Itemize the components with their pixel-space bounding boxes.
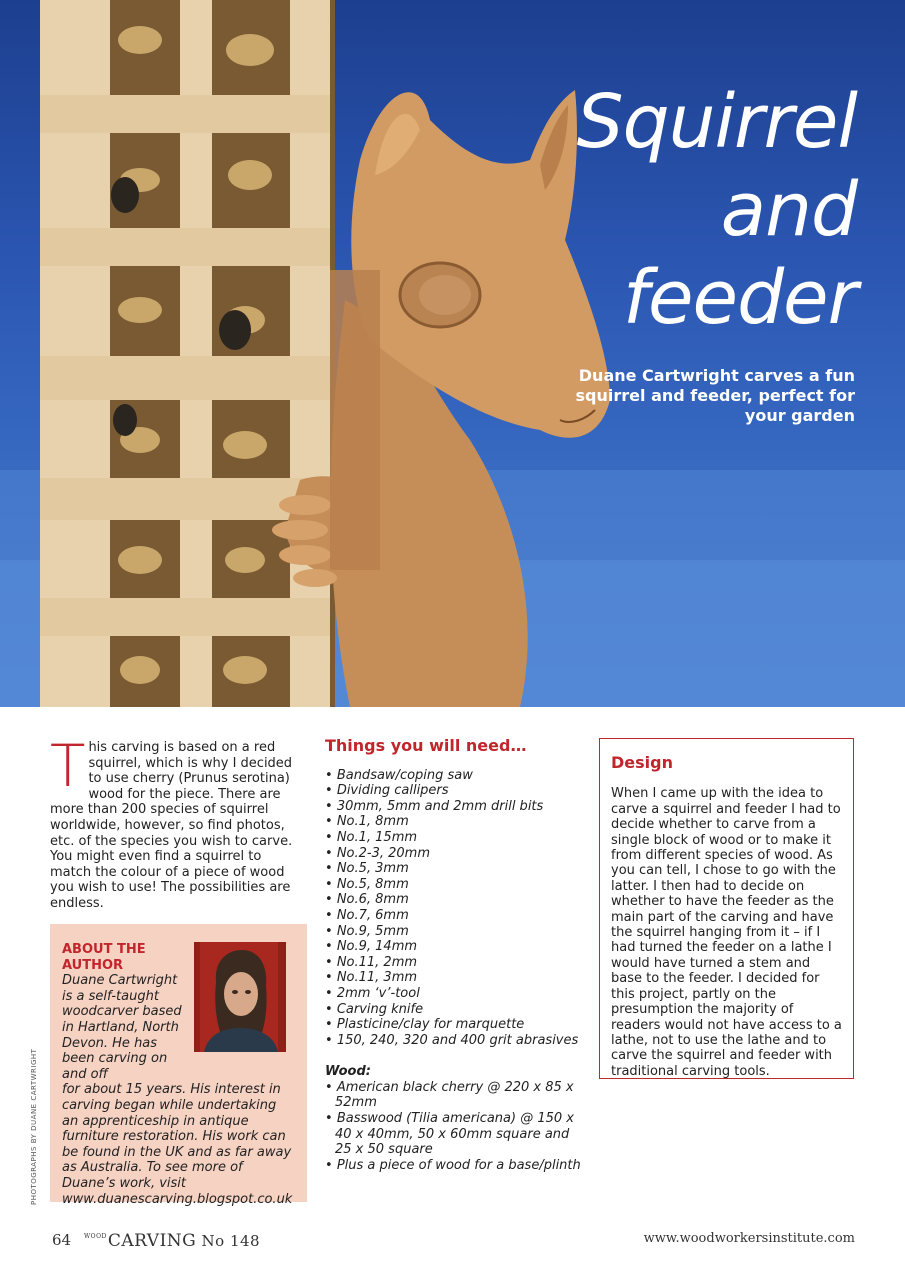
list-item: • Basswood (Tilia americana) @ 150 x 40 x 40mm, 50 x 60mm square and 25 x 50 square bbox=[325, 1111, 583, 1158]
list-item: • 150, 240, 320 and 400 grit abrasives bbox=[325, 1033, 583, 1049]
author-bio-lead: Duane Cartwright is a self-taught woodcarver based in Hartland, North Devon. He has been carving on and off bbox=[62, 973, 182, 1082]
about-author-box bbox=[50, 924, 307, 1207]
intro-text: his carving is based on a red squirrel, which is why I decided to use cherry (Prunus serotina) wood for the piece. There are more than 200 species of squirrel worldwide, however, so find photos, etc. of the species you wish to carve. You might even find a squirrel to match the colour of a piece of wood you wish to use! The possibilities are endless. bbox=[50, 740, 293, 911]
title-line: feeder bbox=[622, 255, 857, 341]
tools-list bbox=[325, 768, 583, 1049]
author-heading: ABOUT THE AUTHOR bbox=[62, 942, 146, 973]
author-photo bbox=[194, 942, 286, 1052]
list-item: • No.5, 3mm bbox=[325, 861, 583, 877]
tools-heading: Things you will need… bbox=[325, 736, 527, 755]
list-item: • No.2-3, 20mm bbox=[325, 846, 583, 862]
list-item: • No.9, 14mm bbox=[325, 939, 583, 955]
list-item: • No.6, 8mm bbox=[325, 892, 583, 908]
standfirst: Duane Cartwright carves a fun squirrel and feeder, perfect for your garden bbox=[575, 366, 855, 425]
magazine-prefix: WOOD bbox=[84, 1233, 107, 1240]
author-portrait-icon bbox=[194, 942, 286, 1052]
list-item: • No.7, 6mm bbox=[325, 908, 583, 924]
tools-list-column bbox=[325, 738, 583, 1173]
footer-url: www.woodworkersinstitute.com bbox=[643, 1231, 855, 1246]
list-item: • Plus a piece of wood for a base/plinth bbox=[325, 1158, 583, 1174]
list-item: • No.1, 15mm bbox=[325, 830, 583, 846]
design-heading: Design bbox=[611, 753, 673, 772]
list-item: • Bandsaw/coping saw bbox=[325, 768, 583, 784]
list-item: • 2mm ‘v’-tool bbox=[325, 986, 583, 1002]
list-item: • Plasticine/clay for marquette bbox=[325, 1017, 583, 1033]
list-item: • No.5, 8mm bbox=[325, 877, 583, 893]
list-item: • No.11, 3mm bbox=[325, 970, 583, 986]
page-footer bbox=[52, 1229, 855, 1251]
author-website: To see more of Duane’s work, visit www.duanescarving.blogspot.co.uk bbox=[62, 1160, 293, 1207]
article-title bbox=[577, 78, 857, 342]
title-line: Squirrel bbox=[576, 79, 857, 165]
author-bio-text: for about 15 years. His interest in carving began while undertaking an apprenticeship in antique furniture restoration. His work can be found in the UK and as far away as Australia. bbox=[62, 1082, 292, 1176]
design-box bbox=[599, 738, 854, 1079]
magazine-title: CARVING bbox=[107, 1231, 197, 1251]
list-item: • No.11, 2mm bbox=[325, 955, 583, 971]
list-item: • Dividing callipers bbox=[325, 783, 583, 799]
list-item: • 30mm, 5mm and 2mm drill bits bbox=[325, 799, 583, 815]
page-number: 64 bbox=[52, 1231, 72, 1249]
photo-credit: PHOTOGRAPHS BY DUANE CARTWRIGHT bbox=[30, 1048, 38, 1205]
wood-list bbox=[325, 1080, 583, 1174]
list-item: • No.9, 5mm bbox=[325, 924, 583, 940]
design-text: When I came up with the idea to carve a squirrel and feeder I had to decide whether to carve from a single block of wood or to make it from different species of wood. As you can tell, I chose to go with the latter. I then had to decide on whether to have the feeder as the main part of the carving and have the squirrel hanging from it – if I had turned the feeder on a lathe I would have turned a stem and base to the feeder. I decided for this project, partly on the presumption the majority of readers would not have access to a lathe, not to use the lathe and to carve the squirrel and feeder with traditional carving tools. bbox=[611, 786, 842, 1079]
list-item: • No.1, 8mm bbox=[325, 814, 583, 830]
magazine-name bbox=[84, 1231, 260, 1251]
drop-cap: T bbox=[50, 732, 86, 800]
list-item: • Carving knife bbox=[325, 1002, 583, 1018]
intro-paragraph bbox=[50, 732, 302, 912]
list-item: • American black cherry @ 220 x 85 x 52mm bbox=[325, 1080, 583, 1111]
wood-heading: Wood: bbox=[325, 1064, 371, 1080]
issue-number: No 148 bbox=[201, 1232, 261, 1250]
title-line: and bbox=[720, 167, 857, 253]
